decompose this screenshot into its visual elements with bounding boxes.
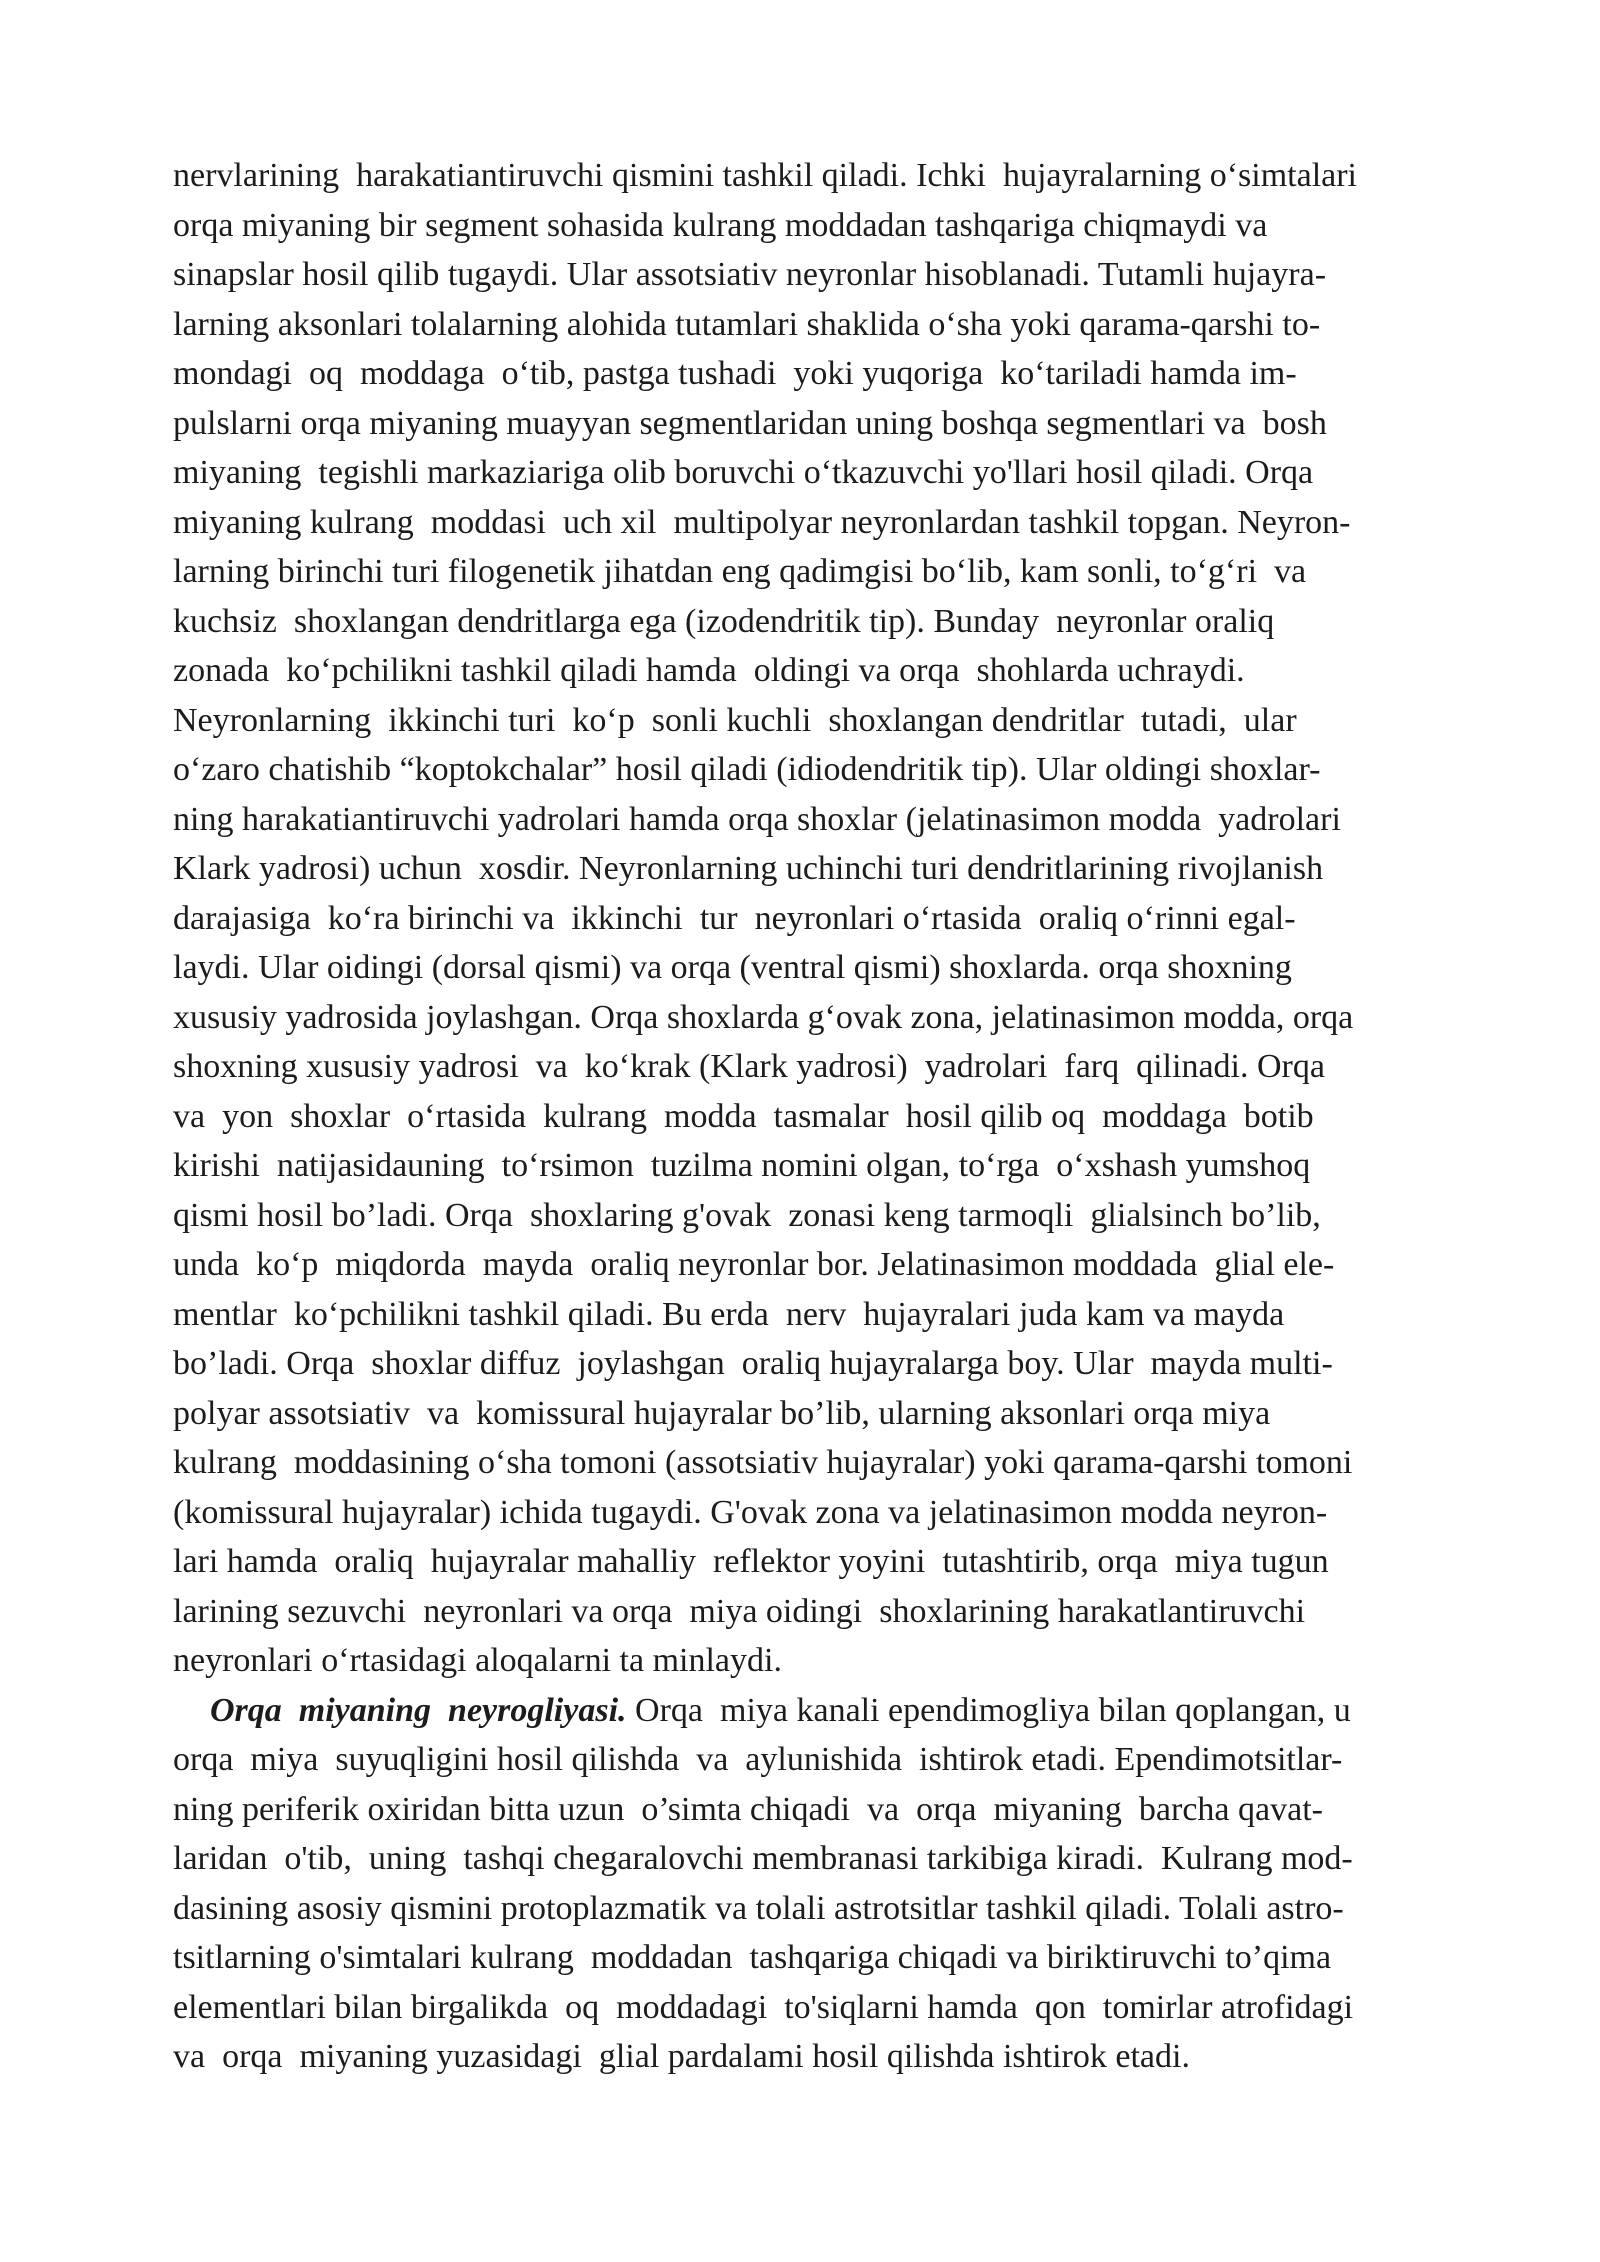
text-line: unda ko‘p miqdorda mayda oraliq neyronlar bor. Jelatinasimon moddada glial ele- [173, 1246, 1335, 1283]
text-line: larning birinchi turi filogenetik jihatdan eng qadimgisi bo‘lib, kam sonli, to‘g‘ri va [173, 553, 1307, 590]
text-line: mentlar ko‘pchilikni tashkil qiladi. Bu erda nerv hujayralari juda kam va mayda [173, 1295, 1285, 1333]
text-line: shoxning xususiy yadrosi va ko‘krak (Klark yadrosi) yadrolari farq qilinadi. Orqa [173, 1048, 1325, 1085]
text-line: va yon shoxlar o‘rtasida kulrang modda tasmalar hosil qilib oq moddaga botib [173, 1097, 1314, 1135]
text-line: tsitlarning o'simtalari kulrang moddadan tashqariga chiqadi va biriktiruvchi to’qima [173, 1939, 1332, 1976]
text-line: orqa miya suyuqligini hosil qilishda va aylunishida ishtirok etadi. Ependimotsitlar- [173, 1741, 1343, 1778]
text-line: (komissural hujayralar) ichida tugaydi. G'ovak zona va jelatinasimon modda neyron- [173, 1493, 1328, 1531]
text-line: polyar assotsiativ va komissural hujayralar bo’lib, ularning aksonlari orqa miya [173, 1394, 1271, 1432]
text-line: ning harakatiantiruvchi yadrolari hamda orqa shoxlar (jelatinasimon modda yadrolari [173, 800, 1341, 838]
text-line: kirishi natijasidauning to‘rsimon tuzilma nomini olgan, to‘rga o‘xshash yumshoq [173, 1147, 1311, 1184]
text-line: laydi. Ular oidingi (dorsal qismi) va orqa (ventral qismi) shoxlarda. orqa shoxning [173, 949, 1292, 986]
text-line: xususiy yadrosida joylashgan. Orqa shoxlarda g‘ovak zona, jelatinasimon modda, orqa [173, 998, 1354, 1036]
text-line: zonada ko‘pchilikni tashkil qiladi hamda oldingi va orqa shohlarda uchraydi. [173, 652, 1245, 689]
text-line: o‘zaro chatishib “koptokchalar” hosil qiladi (idiodendritik tip). Ular oldingi shoxlar- [173, 751, 1321, 788]
text-line: larning aksonlari tolalarning alohida tutamlari shaklida o‘sha yoki qarama-qarshi to- [173, 305, 1321, 343]
text-line: elementlari bilan birgalikda oq moddadagi to'siqlarni hamda qon tomirlar atrofidagi [173, 1988, 1354, 2026]
text-line: qismi hosil bo’ladi. Orqa shoxlaring g'ovak zonasi keng tarmoqli glialsinch bo’lib, [173, 1196, 1321, 1234]
text-line: sinapslar hosil qilib tugaydi. Ular assotsiativ neyronlar hisoblanadi. Tutamli hujayra- [173, 256, 1327, 293]
section-heading: Orqa miyaning neyrogliyasi. [210, 1691, 627, 1729]
text-line: pulslarni orqa miyaning muayyan segmentlaridan uning boshqa segmentlari va bosh [173, 404, 1327, 442]
text-line: darajasiga ko‘ra birinchi va ikkinchi tur neyronlari o‘rtasida oraliq o‘rinni egal- [173, 899, 1296, 937]
paragraph-2 [173, 1686, 1493, 2082]
paragraph-1 [173, 151, 1493, 1686]
text-line: lari hamda oraliq hujayralar mahalliy reflektor yoyini tutashtirib, orqa miya tugun [173, 1543, 1329, 1580]
text-line: kuchsiz shoxlangan dendritlarga ega (izodendritik tip). Bunday neyronlar oraliq [173, 602, 1275, 640]
text-line: va orqa miyaning yuzasidagi glial pardalami hosil qilishda ishtirok etadi. [173, 2038, 1190, 2075]
text-line: miyaning tegishli markaziariga olib boruvchi o‘tkazuvchi yo'llari hosil qiladi. Orqa [173, 454, 1314, 491]
text-line: ning periferik oxiridan bitta uzun o’simta chiqadi va orqa miyaning barcha qavat- [173, 1790, 1323, 1828]
text-line: miyaning kulrang moddasi uch xil multipolyar neyronlardan tashkil topgan. Neyron- [173, 503, 1351, 541]
text-line: kulrang moddasining o‘sha tomoni (assotsiativ hujayralar) yoki qarama-qarshi tomoni [173, 1444, 1353, 1481]
text-line: mondagi oq moddaga o‘tib, pastga tushadi yoki yuqoriga ko‘tariladi hamda im- [173, 355, 1297, 392]
paragraph-first-line [173, 1686, 1493, 1736]
text-line: orqa miyaning bir segment sohasida kulrang moddadan tashqariga chiqmaydi va [173, 206, 1268, 244]
text-line: dasining asosiy qismini protoplazmatik va tolali astrotsitlar tashkil qiladi. Tolali astro- [173, 1889, 1344, 1927]
text-line: neyronlari o‘rtasidagi aloqalarni ta minlaydi. [173, 1642, 782, 1679]
body-text [173, 151, 1493, 2082]
text-line: Klark yadrosi) uchun xosdir. Neyronlarning uchinchi turi dendritlarining rivojlanish [173, 850, 1324, 887]
text-line: laridan o'tib, uning tashqi chegaralovchi membranasi tarkibiga kiradi. Kulrang mod- [173, 1840, 1353, 1877]
text-line: Neyronlarning ikkinchi turi ko‘p sonli kuchli shoxlangan dendritlar tutadi, ular [173, 701, 1297, 739]
text-run: Orqa miya kanali ependimogliya bilan qoplangan, u [626, 1691, 1351, 1729]
text-line: larining sezuvchi neyronlari va orqa miya oidingi shoxlarining harakatlantiruvchi [173, 1592, 1306, 1630]
text-line: nervlarining harakatiantiruvchi qismini tashkil qiladi. Ichki hujayralarning o‘simtalari [173, 157, 1358, 194]
text-line: bo’ladi. Orqa shoxlar diffuz joylashgan oraliq hujayralarga boy. Ular mayda multi- [173, 1345, 1333, 1382]
